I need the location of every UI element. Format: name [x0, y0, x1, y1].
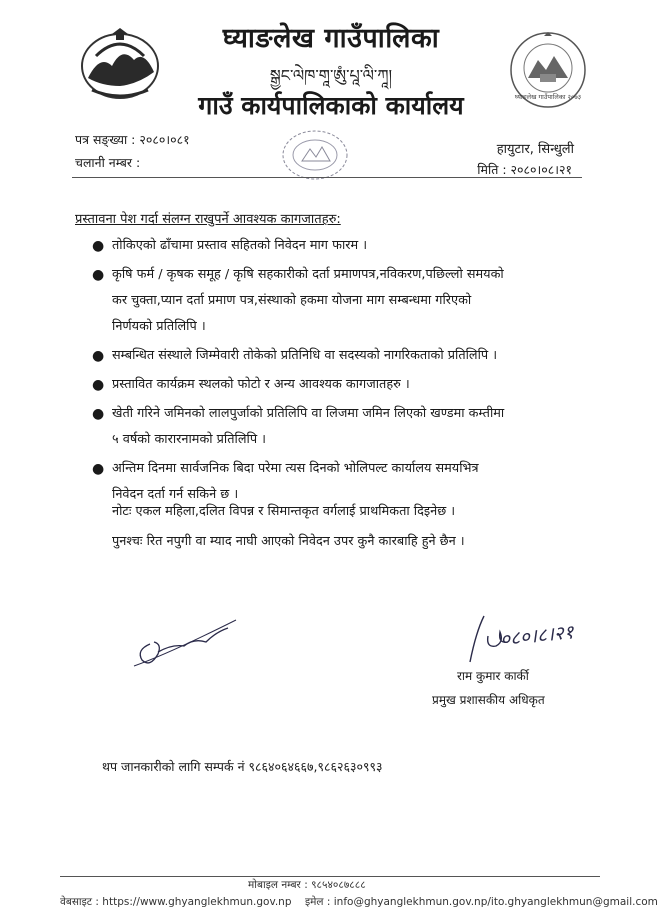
list-item-line: निवेदन दर्ता गर्न सकिने छ ।: [112, 487, 239, 502]
documents-intro: प्रस्तावना पेश गर्दा संलग्न राखुपर्ने आवश्यक कागजातहरु:: [75, 212, 341, 227]
list-item-line: खेती गरिने जमिनको लालपुर्जाको प्रतिलिपि वा लिजमा जमिन लिएको खण्डमा कम्तीमा: [112, 406, 505, 421]
signatory-name: राम कुमार कार्की: [457, 669, 529, 683]
bullet-icon: ●: [92, 348, 105, 364]
header-divider: [72, 177, 582, 178]
list-item-line: ५ वर्षको कारारनामको प्रतिलिपि ।: [112, 432, 267, 447]
handwritten-date: ०८०।८।२१: [499, 621, 575, 651]
list-item-line: निर्णयको प्रतिलिपि ।: [112, 319, 206, 334]
list-item-line: कर चुक्ता,प्यान दर्ता प्रमाण पत्र,संस्थाको हकमा योजना माग सम्बन्धमा गरिएको: [112, 293, 472, 308]
footer-divider: [60, 876, 600, 877]
list-item: [75, 343, 595, 369]
bullet-icon: ●: [92, 238, 105, 254]
office-location: हायुटार, सिन्धुली: [496, 142, 574, 157]
list-item: [75, 233, 595, 259]
footer-email[interactable]: इमेल : info@ghyanglekhmun.gov.np/ito.ghyanglekhmun@gmail.com: [305, 896, 658, 908]
list-item-line: प्रस्तावित कार्यक्रम स्थलको फोटो र अन्य आवश्यक कागजातहरु ।: [112, 377, 410, 392]
footer-website[interactable]: वेबसाइट : https://www.ghyanglekhmun.gov.np: [60, 896, 292, 908]
bullet-icon: ●: [92, 377, 105, 393]
municipality-name: घ्याङलेख गाउँपालिका: [222, 23, 440, 54]
contact-info: थप जानकारीको लागि सम्पर्क नं ९८६४०६४६६७,९८६२६३०९९३: [102, 759, 383, 774]
required-documents-list: [75, 233, 595, 511]
postscript-note: पुनश्चः रित नपुगी वा म्याद नाघी आएको निवेदन उपर कुनै कारबाहि हुने छैन ।: [112, 534, 465, 549]
dispatch-number: चलानी नम्बर :: [75, 155, 141, 170]
seal-caption: घ्याङलेख गाउँपालिका २०७३: [514, 93, 582, 101]
handwritten-signature-left: [128, 608, 248, 672]
office-name: गाउँ कार्यपालिकाको कार्यालय: [198, 91, 464, 120]
list-item-line: कृषि फर्म / कृषक समूह / कृषि सहकारीको दर्ता प्रमाणपत्र,नविकरण,पछिल्लो समयको: [112, 267, 504, 282]
reference-number: पत्र सङ्ख्या : २०८०।०८१: [75, 132, 190, 147]
list-item: [75, 262, 595, 340]
office-stamp: [270, 125, 360, 185]
footer-mobile: मोबाइल नम्बर : ९८५४०८७८८८: [248, 879, 366, 891]
priority-note: नोटः एकल महिला,दलित विपन्न र सिमान्तकृत वर्गलाई प्राथमिकता दिइनेछ ।: [112, 504, 456, 519]
list-item-line: अन्तिम दिनमा सार्वजनिक बिदा परेमा त्यस दिनको भोलिपल्ट कार्यालय समयभित्र: [112, 461, 479, 476]
bullet-icon: ●: [92, 267, 105, 283]
municipality-name-tibetan: སྒྱང་ལེཁ་གཱ་ཨུཾ་པཱ་ལི་ཀཱ།: [269, 66, 393, 85]
bullet-icon: ●: [92, 461, 105, 477]
letter-date: मिति : २०८०।०८।२१: [477, 162, 572, 177]
signatory-designation: प्रमुख प्रशासकीय अधिकृत: [432, 693, 545, 707]
bullet-icon: ●: [92, 406, 105, 422]
list-item: [75, 401, 595, 453]
list-item-line: तोकिएको ढाँचामा प्रस्ताव सहितको निवेदन माग फारम ।: [112, 238, 368, 253]
list-item-line: सम्बन्धित संस्थाले जिम्मेवारी तोकेको प्रतिनिधि वा सदस्यको नागरिकताको प्रतिलिपि ।: [112, 348, 498, 363]
list-item: [75, 372, 595, 398]
